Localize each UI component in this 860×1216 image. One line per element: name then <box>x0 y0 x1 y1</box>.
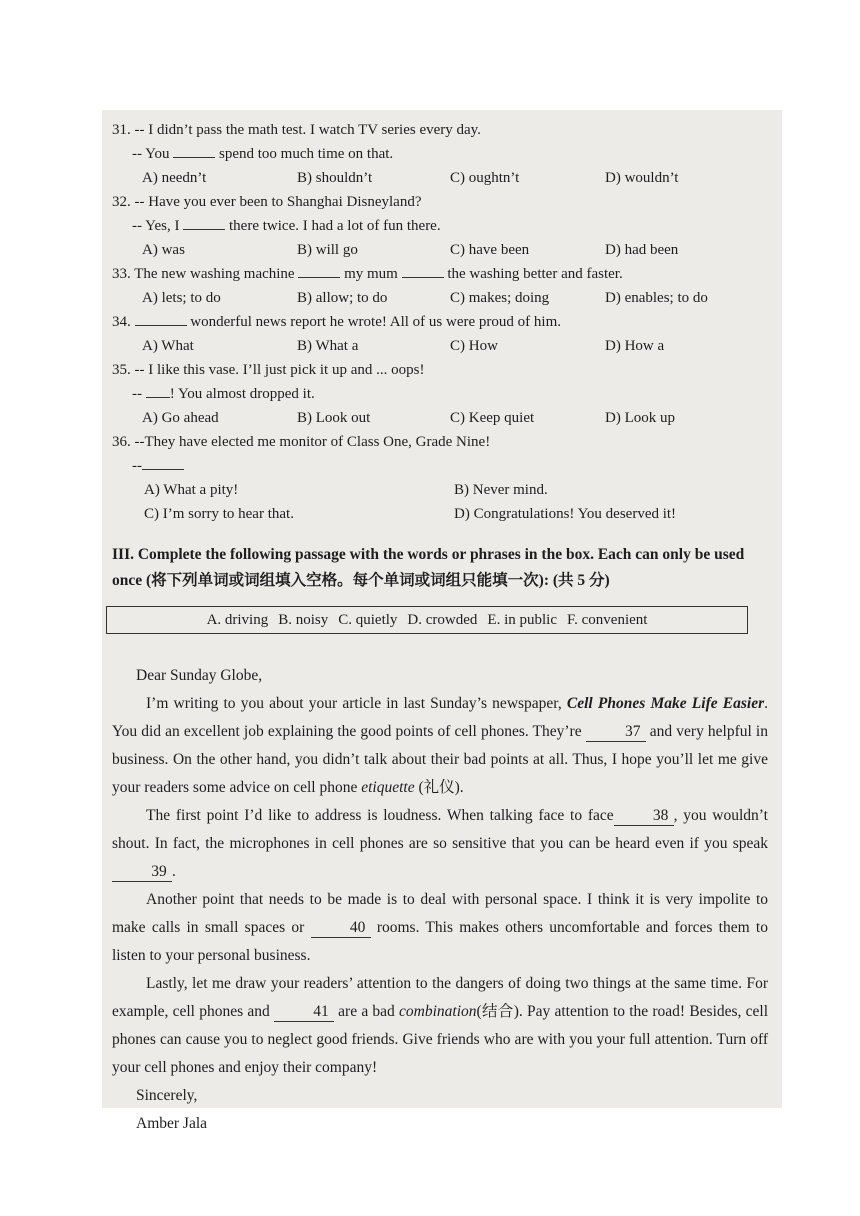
option-grid <box>112 478 768 526</box>
option-b: B) Look out <box>297 410 371 426</box>
option-b: B) What a <box>297 338 359 354</box>
question-35 <box>112 358 768 430</box>
question-prompt: 36. --They have elected me monitor of Class One, Grade Nine! <box>112 434 491 450</box>
italic-word: etiquette <box>361 779 415 796</box>
text: (礼仪). <box>414 779 464 796</box>
option-c: C) Keep quiet <box>450 410 535 426</box>
article-title: Cell Phones Make Life Easier <box>566 695 765 712</box>
question-31 <box>112 118 768 190</box>
question-prompt: 35. -- I like this vase. I’ll just pick it up and ... oops! <box>112 362 425 378</box>
reply-text: -- <box>132 458 142 474</box>
option-row <box>112 238 768 262</box>
option-d: D) How a <box>605 338 665 354</box>
section-heading: III. Complete the following passage with the words or phrases in the box. Each can only be used once (将下列单词或词组填入空格。每个单词或词组只能填一次): (共 5 分) <box>112 546 745 589</box>
option-b: B) allow; to do <box>297 290 388 306</box>
reply-text: -- <box>132 386 146 402</box>
answer-blank <box>142 455 184 470</box>
prompt-text: wonderful news report he wrote! All of us were proud of him. <box>186 314 561 330</box>
paragraph <box>112 886 768 970</box>
question-reply <box>112 214 768 238</box>
question-34 <box>112 310 768 358</box>
option-d: D) Look up <box>605 410 675 426</box>
answer-blank <box>183 215 225 230</box>
exam-page <box>102 110 782 1132</box>
prompt-text: my mum <box>340 266 402 282</box>
reply-text: ! You almost dropped it. <box>169 386 315 402</box>
reply-text: -- Yes, I <box>132 218 184 234</box>
word-option: F. convenient <box>566 612 648 628</box>
italic-word: combination <box>399 1003 477 1020</box>
answer-blank <box>298 263 340 278</box>
option-b: B) Never mind. <box>454 482 548 498</box>
answer-blank <box>173 143 215 158</box>
text: rooms. This makes others uncomfortable and forces them to listen to your personal business. <box>112 919 768 964</box>
option-a: A) Go ahead <box>142 410 219 426</box>
question-prompt <box>112 262 768 286</box>
question-reply <box>112 382 768 406</box>
text: Lastly, let me draw your readers’ attention to the dangers of doing two things at the same time. For example, cell phones and <box>112 975 768 1020</box>
option-a: A) What a pity! <box>144 482 239 498</box>
option-d: D) had been <box>605 242 679 258</box>
option-row <box>112 286 768 310</box>
option-a: A) was <box>142 242 185 258</box>
question-prompt: 32. -- Have you ever been to Shanghai Disneyland? <box>112 194 422 210</box>
salutation: Dear Sunday Globe, <box>136 667 263 684</box>
signature: Amber Jala <box>136 1115 208 1132</box>
reply-text: -- You <box>132 146 174 162</box>
reply-text: spend too much time on that. <box>215 146 394 162</box>
option-row <box>112 334 768 358</box>
question-prompt <box>112 310 768 334</box>
answer-blank <box>402 263 444 278</box>
blank-41: 41 <box>274 1003 334 1022</box>
text: The first point I’d like to address is loudness. When talking face to face <box>146 807 614 824</box>
option-d: D) wouldn’t <box>605 170 679 186</box>
option-c: C) oughtn’t <box>450 170 520 186</box>
option-c: C) have been <box>450 242 530 258</box>
paragraph <box>112 690 768 802</box>
letter-passage <box>112 662 768 1138</box>
option-a: A) needn’t <box>142 170 207 186</box>
closing: Sincerely, <box>136 1087 198 1104</box>
blank-38: 38 <box>614 807 674 826</box>
word-option: B. noisy <box>278 612 329 628</box>
option-a: A) lets; to do <box>142 290 221 306</box>
paragraph <box>112 970 768 1082</box>
word-option: D. crowded <box>407 612 478 628</box>
option-d: D) Congratulations! You deserved it! <box>454 506 677 522</box>
question-reply <box>112 454 768 478</box>
question-33 <box>112 262 768 310</box>
option-b: B) will go <box>297 242 358 258</box>
blank-39: 39 <box>112 863 172 882</box>
question-36 <box>112 430 768 526</box>
question-prompt: 31. -- I didn’t pass the math test. I watch TV series every day. <box>112 122 481 138</box>
word-box <box>106 606 748 634</box>
text: Another point that needs to be made is to deal with personal space. I think it is very impolite to make calls in small spaces or <box>112 891 768 936</box>
text: and very helpful in business. On the other hand, you didn’t talk about their bad points at all. Thus, I hope you’ll let me give your readers some advice on cell phone <box>112 723 768 796</box>
text: , you wouldn’t shout. In fact, the microphones in cell phones are so sensitive that you can be heard even if you speak <box>112 807 768 852</box>
option-row <box>112 166 768 190</box>
option-a: A) What <box>142 338 194 354</box>
prompt-text: 34. <box>112 314 135 330</box>
word-option: E. in public <box>487 612 557 628</box>
blank-37: 37 <box>586 723 646 742</box>
prompt-text: the washing better and faster. <box>443 266 623 282</box>
option-d: D) enables; to do <box>605 290 708 306</box>
paragraph <box>112 802 768 886</box>
question-32 <box>112 190 768 262</box>
text: I’m writing to you about your article in last Sunday’s newspaper, <box>146 695 567 712</box>
word-option: C. quietly <box>338 612 398 628</box>
text: (结合). Pay attention to the road! Besides, cell phones can cause you to neglect good friends. Give friends who are with you your full attention. Turn off your cell phones and enjoy their company! <box>112 1003 769 1076</box>
blank-40: 40 <box>311 919 371 938</box>
option-b: B) shouldn’t <box>297 170 373 186</box>
prompt-text: 33. The new washing machine <box>112 266 299 282</box>
text: . You did an excellent job explaining the good points of cell phones. They’re <box>112 695 768 740</box>
text: are a bad <box>333 1003 400 1020</box>
question-reply <box>112 142 768 166</box>
option-c: C) I’m sorry to hear that. <box>144 506 294 522</box>
reply-text: there twice. I had a lot of fun there. <box>225 218 441 234</box>
text: . <box>172 863 176 880</box>
option-row <box>112 406 768 430</box>
word-option: A. driving <box>206 612 269 628</box>
option-c: C) makes; doing <box>450 290 550 306</box>
answer-blank <box>135 311 187 326</box>
option-c: C) How <box>450 338 498 354</box>
answer-blank <box>146 383 170 398</box>
